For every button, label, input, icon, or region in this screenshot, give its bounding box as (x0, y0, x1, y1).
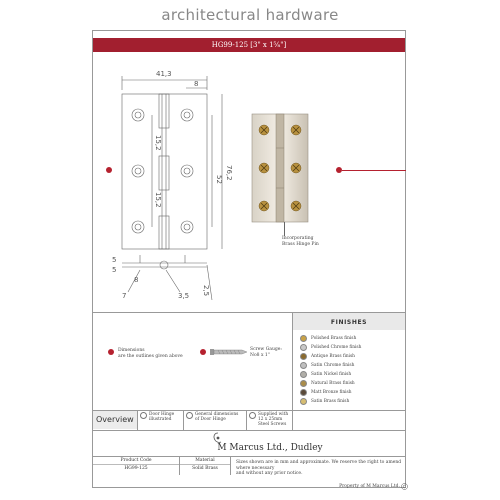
overview-divider (183, 410, 184, 430)
dim-hole1: 15,2 (154, 135, 162, 151)
marker-line-right (342, 170, 406, 171)
overview-top-border (93, 410, 405, 411)
table-col-code (93, 457, 179, 472)
screw-icon (210, 347, 248, 357)
finish-swatch (300, 335, 307, 342)
dim-d3: 8 (134, 276, 139, 284)
finish-item: Satin Nickel finish (300, 370, 404, 379)
table-cell-code: HG99-125 (124, 466, 148, 471)
finish-item: Satin Brass finish (300, 397, 404, 406)
company-name: M Marcus Ltd., Dudley (217, 443, 323, 453)
copyright-icon (401, 483, 408, 490)
finishes-title: FINISHES (330, 319, 368, 326)
pin-leader (284, 222, 285, 236)
disclaimer: Sizes shown are in mm and approximate. We reserve the right to amend where necessary and without any prior notice. (236, 460, 402, 476)
note-dot-screws (200, 349, 206, 355)
model-banner: HG99-125 [3" x 1⁵⁄₈"] (93, 38, 405, 52)
overview-divider (246, 410, 247, 430)
finish-swatch (300, 389, 307, 396)
table-cell-material: Solid Brass (192, 466, 218, 471)
note-screws: Screw Gauge: No8 x 1" (250, 347, 282, 358)
note-dimensions: Dimensions are the outlines given above (118, 348, 183, 359)
dim-d1: 5 (112, 256, 117, 264)
table-header-code: Product Code (93, 457, 179, 465)
dim-d2: 5 (112, 266, 117, 274)
finish-item: Natural Brass finish (300, 379, 404, 388)
dim-h52: 52 (215, 175, 223, 184)
dim-width: 41,3 (156, 70, 172, 78)
hinge-product-image (248, 110, 313, 225)
finish-item: Matt Bronze finish (300, 388, 404, 397)
check-icon (140, 412, 147, 419)
dim-leaf: 8 (194, 80, 199, 88)
dim-h76: 76,2 (225, 165, 233, 181)
finish-item: Polished Chrome finish (300, 343, 404, 352)
overview-cell: Supplied with 12 x 25mm Steel Screws (249, 412, 293, 427)
table-divider (230, 457, 231, 475)
finish-swatch (300, 353, 307, 360)
overview-divider (137, 410, 138, 430)
finish-swatch (300, 362, 307, 369)
finishes-list (300, 334, 404, 406)
finish-swatch (300, 398, 307, 405)
overview-cell: General dimensions of Door Hinge (186, 412, 246, 422)
finish-item: Polished Brass finish (300, 334, 404, 343)
pin-caption: Incorporating Brass Hinge Pin (282, 236, 319, 247)
footer-property: Property of M Marcus Ltd. (339, 484, 400, 489)
dim-d5: 3,5 (178, 292, 190, 300)
check-icon (186, 412, 193, 419)
finish-swatch (300, 344, 307, 351)
overview-label: Overview (96, 415, 134, 424)
company-top-border (93, 430, 405, 431)
check-icon (249, 412, 256, 419)
dim-hole2: 15,2 (154, 192, 162, 208)
overview-cell: Door Hinge illustrated (140, 412, 182, 422)
note-dot-dimensions (108, 349, 114, 355)
dim-d6: 2,5 (202, 285, 210, 297)
finish-swatch (300, 380, 307, 387)
table-header-material: Material (180, 457, 230, 465)
finish-swatch (300, 371, 307, 378)
table-col-material (180, 457, 230, 472)
finish-item: Antique Brass finish (300, 352, 404, 361)
page-title: architectural hardware (161, 6, 339, 24)
finish-item: Satin Chrome finish (300, 361, 404, 370)
dim-d4: 7 (122, 292, 127, 300)
